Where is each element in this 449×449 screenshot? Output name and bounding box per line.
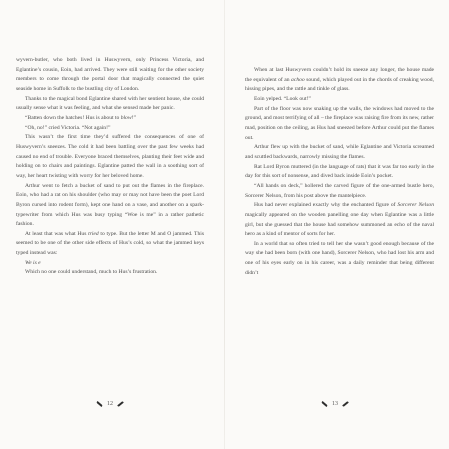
page-number-text: 12 bbox=[107, 401, 113, 407]
text-run: magically appeared on the wooden panelling one day when Eglantine was a little girl, but she guessed that the house had somehow summoned an echo of the naval hero as a kind of mentor of sorts for her. bbox=[245, 211, 434, 238]
text-run: Part of the floor was now snaking up the walls, the windows had moved to the ground, and most terrifying of all – the fireplace was raising fire from its new, rather mad, position on the ceiling, as Hus had sneezed before Arthur could put the flames out. bbox=[245, 105, 434, 141]
left-page bbox=[0, 0, 224, 449]
paragraph bbox=[245, 240, 434, 279]
quill-icon bbox=[342, 401, 349, 407]
text-run: This wasn’t the first time they’d suffered the consequences of one of Huswyvern’s sneezes. The cold it had been battling over the past few weeks had caused no end of trouble. Everyone braced themselves, planting their feet wide and holding on to chairs and paintings. Eglantine patted the wall in a soothing sort of way, her heart twisting with worry for her beloved home. bbox=[16, 134, 204, 179]
paragraph bbox=[16, 124, 204, 134]
text-run: In a world that so often tried to tell her she wasn’t good enough because of the way she had been born (with one hand), Sorcerer Nelson, who had lost his arm and one of his eyes early on in his career, was a daily reminder that being different didn’t bbox=[245, 240, 434, 276]
paragraph bbox=[16, 230, 204, 259]
page-number-text: 13 bbox=[332, 401, 338, 407]
paragraph bbox=[16, 259, 204, 269]
paragraph bbox=[16, 133, 204, 181]
paragraph bbox=[245, 95, 434, 105]
italic-text: achoo bbox=[291, 76, 305, 83]
paragraph bbox=[16, 114, 204, 124]
quill-icon bbox=[96, 401, 103, 407]
paragraph bbox=[16, 95, 204, 114]
text-run: sound, which played out in the chords of creaking wood, hissing pipes, and the rattle and tinkle of glass. bbox=[245, 76, 434, 93]
text-run: wyvern-butler, who both lived in Huswyvern, only Princess Victoria, and Eglantine’s cousin, Eoin, had arrived. They were still waiting for the other society members to come through the portal door that magically connected the quiet seaside home in Suffolk to the bustling city of London. bbox=[16, 57, 204, 92]
italic-text: blow bbox=[120, 114, 132, 121]
text-run: “Oh, no!” cried Victoria. “Not again!” bbox=[25, 124, 111, 131]
paragraph bbox=[245, 105, 434, 144]
italic-text: tried bbox=[88, 230, 99, 237]
quill-icon bbox=[321, 401, 328, 407]
text-run: to type. But the letter M and O jammed. This seemed to be one of the other side effects of Hus’s cold, so what the jammed keys typed instead was: bbox=[16, 230, 204, 257]
italic-text: We is e bbox=[25, 259, 41, 266]
paragraph bbox=[245, 182, 434, 201]
text-run: Rat Lord Byron muttered (in the language of rats) that it was far too early in the day for this sort of nonsense, and dived back inside Eoin’s pocket. bbox=[245, 163, 434, 180]
text-run: When at last Huswyvern couldn’t hold its sneeze any longer, the house made the equivalent of an bbox=[245, 67, 434, 83]
text-run: “All hands on deck,” hollered the carved figure of the one-armed bustle hero, Sorcerer Nelson, from his post above the mantelpiece. bbox=[245, 182, 434, 199]
paragraph bbox=[245, 163, 434, 182]
paragraph bbox=[16, 268, 204, 278]
paragraph bbox=[245, 143, 434, 162]
text-run: “Batten down the hatches! Hus is about to bbox=[25, 114, 121, 121]
page-number-right bbox=[321, 401, 349, 407]
text-run: At least that was what Hus bbox=[25, 230, 89, 237]
text-run: Which no one could understand, much to Hus’s frustration. bbox=[25, 269, 158, 276]
text-run: Arthur flew up with the bucket of sand, while Eglantine and Victoria screamed and scuttled backwards, narrowly missing the flames. bbox=[245, 144, 434, 160]
text-run: Arthur went to fetch a bucket of sand to put out the flames in the fireplace. Eoin, who had a rat on his shoulder (who may or may not have been the poet Lord Byron cursed into rodent form), kept one hand on a vase, and another on a spark-typewriter from which Hus was busy typing “Woe is me” in a rather pathetic fashion. bbox=[16, 182, 204, 228]
page-number-left bbox=[96, 401, 124, 407]
quill-icon bbox=[117, 401, 124, 407]
right-page bbox=[225, 0, 449, 449]
text-run: Thanks to the magical bond Eglantine shared with her sentient house, she could usually sense what it was feeling, and what she sensed made her panic. bbox=[16, 95, 204, 112]
paragraph bbox=[245, 201, 434, 240]
text-run: Hus had never explained exactly why the enchanted figure of bbox=[254, 202, 398, 209]
text-run: Eoin yelped. “Look out!” bbox=[254, 95, 311, 102]
left-page-body bbox=[16, 56, 204, 278]
paragraph bbox=[16, 182, 204, 230]
italic-text: Sorcerer Nelson bbox=[397, 202, 434, 209]
paragraph bbox=[245, 66, 434, 95]
paragraph bbox=[16, 56, 204, 95]
right-page-body bbox=[245, 66, 434, 278]
text-run: !” bbox=[131, 114, 136, 121]
